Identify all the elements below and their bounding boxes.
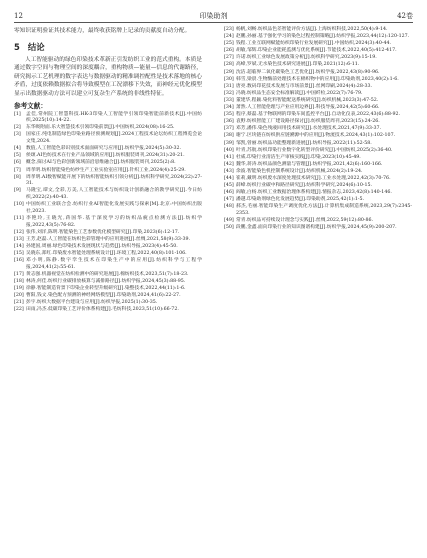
reference-number: [46] xyxy=(224,190,234,196)
reference-text: 常青.纺织品可持续设计理念与实践[J].丝绸,2022,59(12):80-86. xyxy=(236,218,374,224)
reference-number: [38] xyxy=(224,133,234,139)
reference-text: 孟佳,常州院工智慧科技.HK-3印染人工智能学引领印染智能前新技术[J].中国纺织,2025(10):14-22. xyxy=(26,111,202,124)
reference-number: [11] xyxy=(14,216,24,222)
reference-item xyxy=(224,133,412,140)
reference-item xyxy=(14,293,202,300)
reference-number: [23] xyxy=(224,27,234,32)
reference-text: 张伟,刘洋,陈明.智能染色工艺参数优化模型研究[J].印染,2023(6):12-17. xyxy=(26,229,180,235)
reference-item xyxy=(224,169,412,176)
reference-item xyxy=(14,286,202,293)
reference-number: [15] xyxy=(14,251,24,257)
reference-text: 赵鹏,孙丽.基于强化学习的染色过程控制策略[J].纺织学报,2023,44(12):120-127. xyxy=(236,34,410,40)
section-title: 结论 xyxy=(27,41,45,52)
reference-number: [28] xyxy=(224,62,234,68)
reference-text: 萧然.人工智能伦理与产业应用边界[J].科技导报,2024,42(5):60-66. xyxy=(236,105,380,111)
reference-number: [32] xyxy=(224,90,234,96)
reference-number: [12] xyxy=(14,229,24,235)
reference-text: 董建华,程颖.染化料智能配送系统研究[J].纺织机械,2023(3):47-52. xyxy=(236,97,379,103)
reference-item xyxy=(224,155,412,162)
reference-number: [26] xyxy=(224,48,234,54)
reference-number: [37] xyxy=(224,126,234,132)
reference-number: [30] xyxy=(224,76,234,82)
reference-item xyxy=(224,62,412,69)
reference-number: [13] xyxy=(14,236,24,242)
reference-text: 数值,人工智能色彩识别技术面面研究与应用[J].纺织学报,2024(5):30-32. xyxy=(26,146,182,152)
section-number: 5 xyxy=(14,41,20,52)
reference-text: 潘越.印染助剂绿色化发展趋势[J].印染助剂,2025,42(1):1-5. xyxy=(236,197,365,203)
reference-text: 侯颂.AI色纺技术在行业产品领域的应用[J].纺织服装周刊,2024(31):20-21. xyxy=(26,153,185,159)
reference-number: [50] xyxy=(224,225,234,231)
intro-paragraph: 零知识证明验证其技术能力，最终收获铭牌上记录的贡献度自动分配。 xyxy=(14,28,191,34)
volume-label: 42卷 xyxy=(397,12,413,20)
reference-text: 薛峰.纺织行业碳中和路径研究[J].纺织科学研究,2024(6):10-15. xyxy=(236,183,373,189)
reference-item xyxy=(224,197,412,204)
reference-text: 许诺.纺织工业绿色发展政策分析[J].纺织科学研究,2023(9):15-19. xyxy=(236,55,377,61)
reference-item xyxy=(224,112,412,119)
reference-text: 周孝明.AI数智赋能开展下的纺织智能纺织引领分析[J].纺织科学研究,2024(22):27-31. xyxy=(26,174,202,187)
reference-item xyxy=(224,48,412,55)
reference-text: 沈洁.超临界二氧化碳染色工艺优化[J].纺织学报,2022,43(8):90-96. xyxy=(236,69,380,75)
reference-number: [17] xyxy=(14,271,24,277)
right-column xyxy=(224,27,412,232)
reference-item xyxy=(224,148,412,155)
left-column xyxy=(14,27,202,315)
reference-text: 彭宇.纺织大数据平台建设与应用[J].纺织导报,2025(1):30-35. xyxy=(26,300,158,306)
reference-item xyxy=(14,244,202,251)
reference-text: 东华吸附面.乐大智慧技术引领印染前景[J].中国纺织,2024(08):16-25. xyxy=(26,125,175,131)
reference-number: [44] xyxy=(224,175,234,181)
reference-text: 冯晓.纺织品生态安全标准解读[J].中国纤检,2022(7):76-79. xyxy=(236,90,363,96)
reference-item xyxy=(14,160,202,167)
reference-number: [6] xyxy=(14,160,21,166)
reference-number: [49] xyxy=(224,218,234,224)
reference-number: [48] xyxy=(224,204,234,210)
reference-item xyxy=(224,91,412,98)
reference-list-right xyxy=(224,27,412,232)
reference-item xyxy=(14,132,202,145)
reference-text: 阎敏,白杨.纺织工业数据治理体系构建[J].情报杂志,2023,42(8):140-146. xyxy=(236,190,392,196)
reference-item xyxy=(224,190,412,197)
reference-item xyxy=(14,230,202,237)
reference-item xyxy=(224,183,412,190)
reference-item xyxy=(224,176,412,183)
reference-number: [14] xyxy=(14,244,24,249)
reference-number: [3] xyxy=(14,132,21,138)
reference-item xyxy=(224,70,412,77)
reference-text: 田雨,冯杰.低碳印染工艺评价体系构建[J].毛纺科技,2023,51(10):66-72. xyxy=(26,307,179,313)
reference-item xyxy=(14,175,202,188)
reference-item xyxy=(224,218,412,225)
page-number: 12 xyxy=(14,12,23,20)
reference-item xyxy=(224,34,412,41)
reference-text: 杜威.印染行业清洁生产审核实践[J].印染,2023(10):45-49. xyxy=(236,154,361,160)
reference-item xyxy=(14,258,202,271)
reference-text: 徐静.智能制造背景下印染企业转型升级研究[J].染整技术,2022,44(11):1-6. xyxy=(26,286,186,292)
reference-text: 袁野.纺织智能工厂建设路径探讨[J].纺织服装周刊,2023(15):24-26. xyxy=(236,119,380,125)
reference-number: [33] xyxy=(224,97,234,103)
reference-text: 程序,蔡磊.基于物联网的印染车间监控平台[J].自动化仪表,2022,43(6):88-92. xyxy=(236,112,401,118)
reference-number: [2] xyxy=(14,125,21,131)
reference-text: 郝杰,毛丽.智能印染生产调度优化方法[J].计算机集成制造系统,2023,29(7):2345-2353. xyxy=(236,204,412,217)
reference-item xyxy=(224,126,412,133)
reference-item xyxy=(224,105,412,112)
reference-text: 叶青,苏航.纺织印染行业数字化转型评价研究[J].中国纺织,2025(2):36-40. xyxy=(236,147,393,153)
reference-number: [5] xyxy=(14,153,21,159)
reference-text: 林涛,何佳.纺织行业碳排放核算与减排路径[J].纺织学报,2024,45(3):88-95. xyxy=(26,279,186,285)
reference-number: [20] xyxy=(14,293,24,299)
reference-text: 李艳玲,王晓光,蒋国华.基于深度学习的纺织品疵点检测方法[J].纺织学报,2022,43(5):76-82. xyxy=(26,216,202,228)
reference-number: [21] xyxy=(14,300,24,306)
reference-item xyxy=(224,77,412,84)
reference-text: 曹阳,钱文.染色配方预测的神经网络模型[J].印染助剂,2024,41(6):22-27. xyxy=(26,293,181,299)
reference-number: [8] xyxy=(14,174,21,180)
reference-text: 崔莉,戴明.纺织废水深度处理技术研究[J].工业水处理,2022,42(3):70-76. xyxy=(236,175,391,181)
reference-item xyxy=(14,202,202,215)
reference-number: [29] xyxy=(224,69,234,75)
reference-number: [45] xyxy=(224,183,234,189)
reference-text: 孙建国,周丽.绿色印染技术发展现状与趋势[J].纺织导报,2023(4):45-50. xyxy=(26,244,178,249)
reference-number: [27] xyxy=(224,55,234,61)
reference-text: 高峰,罗斌.无水染色技术研究进展[J].印染,2021(12):6-11. xyxy=(236,62,360,68)
reference-text: 国家庄.纯电制造绿色印染业路径预测规划[J].2024工程技术论坛纺织工程博览会论文集,2024. xyxy=(26,132,202,145)
reference-item xyxy=(224,162,412,169)
reference-item xyxy=(14,112,202,125)
reference-text: 胡敏,邹辉.印染企业能耗监测与优化系统[J].节能技术,2022,40(5):412-417. xyxy=(236,48,397,54)
reference-number: [18] xyxy=(14,279,24,285)
reference-number: [36] xyxy=(224,119,234,125)
reference-number: [42] xyxy=(224,161,234,167)
reference-item xyxy=(14,216,202,229)
reference-item xyxy=(14,188,202,201)
reference-text: 黄志强.机器视觉在纺织检测中的研究进展[J].棉纺织技术,2023,51(7):18-23. xyxy=(26,271,189,277)
reference-number: [41] xyxy=(224,154,234,160)
reference-text: 王芳,赵磊.人工智能在纺织色彩管理中的应用进展[J].丝绸,2021,58(9):33-39. xyxy=(26,236,191,242)
reference-item xyxy=(14,237,202,244)
reference-item xyxy=(224,84,412,91)
reference-number: [19] xyxy=(14,286,24,292)
reference-item xyxy=(14,307,202,314)
reference-number: [9] xyxy=(14,188,21,194)
reference-number: [47] xyxy=(224,197,234,203)
references-heading: 参考文献： xyxy=(14,101,47,110)
reference-item xyxy=(224,225,412,232)
reference-number: [16] xyxy=(14,258,24,264)
reference-text: 邹凯,曾丽.纺织品功能整理新进展[J].纺织导报,2022(11):52-58. xyxy=(236,140,372,146)
reference-text: 余波.智能染色机控制系统设计[J].纺织机械,2024(2):19-24. xyxy=(236,168,363,174)
reference-text: 钱程.工业互联网赋能纺织印染行业发展研究[J].中国纺织,2024(3):40-44. xyxy=(236,41,392,47)
reference-item xyxy=(14,146,202,153)
reference-list-left xyxy=(14,112,202,315)
reference-text: 邓芳,潘伟.染色残液回用技术研究[J].水处理技术,2021,47(9):33-37. xyxy=(236,126,382,132)
reference-item xyxy=(224,27,412,34)
reference-number: [34] xyxy=(224,105,234,111)
reference-item xyxy=(224,98,412,105)
reference-number: [10] xyxy=(14,202,24,208)
reference-item xyxy=(224,41,412,48)
reference-number: [31] xyxy=(224,83,234,89)
reference-text: 谢宁.区块链在纺织供应链溯源中的应用[J].物流技术,2024,43(1):102-107. xyxy=(236,133,396,139)
reference-item xyxy=(14,168,202,175)
reference-item xyxy=(14,272,202,279)
reference-number: [39] xyxy=(224,140,234,146)
reference-number: [7] xyxy=(14,167,21,173)
reference-text: 邓小明,陈静.数字孪生技术在印染生产中的应用[J].纺织科学与工程学报,2024,41(2):55-61. xyxy=(26,258,202,270)
reference-text: 杨帆,刘畅.纺织品色差智能评价方法[J].上海纺织科技,2022,50(4):9-14. xyxy=(236,27,388,32)
reference-number: [4] xyxy=(14,146,21,152)
reference-text: 段鹏,金鑫.面向印染行业的知识图谱构建[J].纺织学报,2024,45(9):200-207. xyxy=(236,225,397,231)
running-header xyxy=(14,10,413,23)
reference-item xyxy=(224,141,412,148)
reference-number: [25] xyxy=(224,41,234,47)
journal-title: 印染助剂 xyxy=(199,12,228,20)
reference-number: [43] xyxy=(224,168,234,174)
reference-text: 中国纺织工业联合会.纺织行业AI智能化发展实践与探索[M].北京:中国纺织出版社,2023. xyxy=(26,202,202,214)
reference-text: 概念,探讨AI与色彩创新领域前沿思维融合[J].纺织服装周刊,2025(2):8. xyxy=(26,160,176,166)
reference-text: 唐亮.数码印花技术发展与市场前景[J].丝网印刷,2024(4):28-33. xyxy=(236,83,373,89)
reference-text: 韩雪,梁晨.生物酶前处理技术在棉织物中的应用[J].印染助剂,2023,40(2):1-6. xyxy=(236,76,399,82)
reference-number: [40] xyxy=(224,147,234,153)
reference-text: 周孝明.纺织智能染色纺纱生产工业实验室应用[J].针织工业,2024(4):25-29. xyxy=(26,167,186,173)
reference-text: 魏华,蒋涛.纺织品颜色测量与管理[J].纺织学报,2021,42(6):160-166. xyxy=(236,161,383,167)
reference-text: 马隆宝,谭文,全彩,万美,人工智能技术与纺织设计创新融合的教学研究[J].今日纺织,2022(2):40-43. xyxy=(26,188,202,201)
reference-number: [24] xyxy=(224,34,234,40)
reference-number: [22] xyxy=(14,307,24,313)
reference-text: 吴晓东,郑红.印染废水智能处理系统设计[J].环境工程,2022,40(8):101-106. xyxy=(26,251,187,257)
conclusion-paragraph: 人工智能驱动的绿色印染技术革新正引发纺织工业的范式重构。本质是通过数字空间与物理空间的深度耦合，重构物质—能量—信息的代谢路径，研究揭示工艺机理的数字表达与数据驱动的精准调控配性是技术落地的核心矛盾，过度依赖数据拟合将导致模型在工况漂移下失效，而神经元优化模型显示出数据驱动方法可以建立可复杂生产系统的非线性特征。 xyxy=(14,56,202,97)
reference-number: [35] xyxy=(224,112,234,118)
reference-item xyxy=(224,119,412,126)
reference-number: [1] xyxy=(14,111,21,117)
reference-item xyxy=(224,204,412,217)
reference-item xyxy=(14,251,202,258)
section-heading xyxy=(14,41,202,53)
reference-item xyxy=(14,279,202,286)
